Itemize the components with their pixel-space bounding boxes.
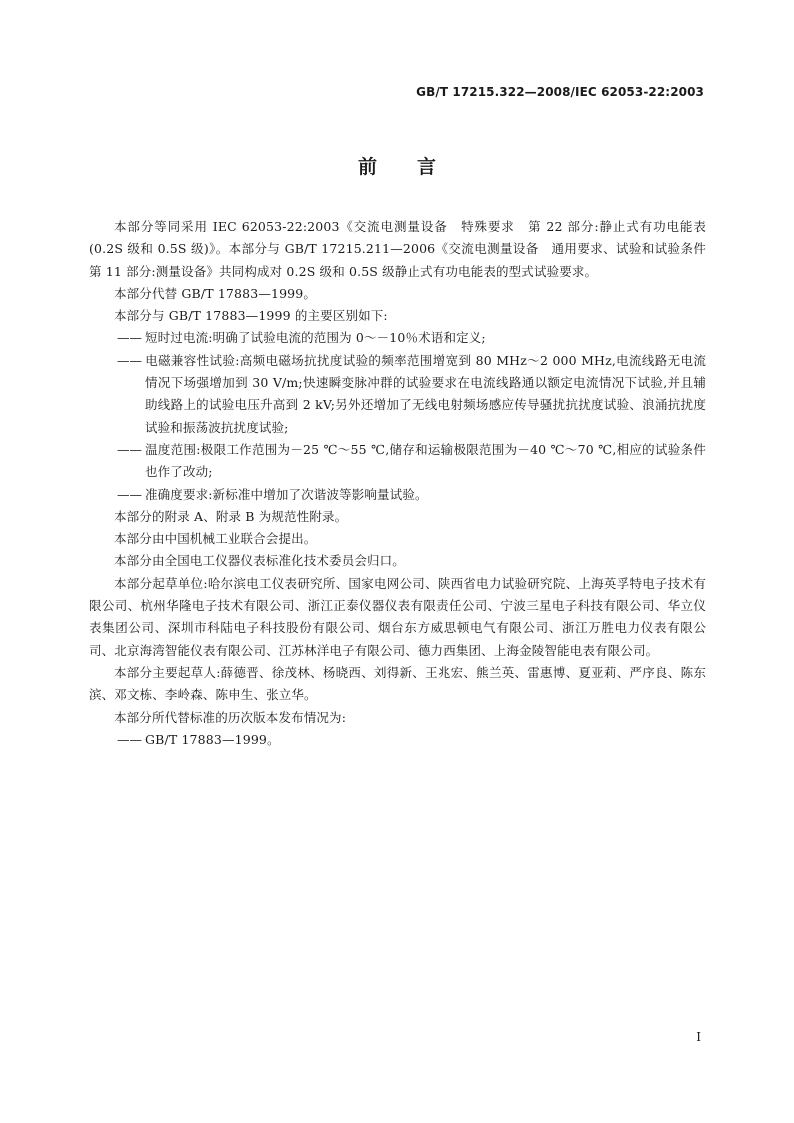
list-item-text: 短时过电流:明确了试验电流的范围为 0～－10％术语和定义; <box>145 330 486 346</box>
list-item <box>89 484 706 506</box>
paragraph-history-intro: 本部分所代替标准的历次版本发布情况为: <box>114 709 347 725</box>
list-item <box>89 350 706 439</box>
paragraph-proposed-by: 本部分由中国机械工业联合会提出。 <box>114 531 317 547</box>
paragraph-replaces: 本部分代替 GB/T 17883—1999。 <box>114 285 317 301</box>
dash-mark: —— <box>117 441 142 457</box>
list-item <box>89 729 706 751</box>
list-item <box>89 327 706 349</box>
paragraph-annex: 本部分的附录 A、附录 B 为规范性附录。 <box>114 508 348 524</box>
page-number: I <box>696 1030 701 1044</box>
list-item-text: 准确度要求:新标准中增加了次谐波等影响量试验。 <box>145 486 428 502</box>
paragraph-managed-by: 本部分由全国电工仪器仪表标准化技术委员会归口。 <box>114 553 405 569</box>
dash-mark: —— <box>117 486 142 502</box>
paragraph-drafters: 本部分主要起草人:薛德晋、徐茂林、杨晓西、刘得新、王兆宏、熊兰英、雷惠博、夏亚莉、严序良、陈东滨、邓文栋、李岭森、陈申生、张立华。 <box>89 664 706 703</box>
dash-mark: —— <box>117 330 142 346</box>
dash-mark: —— <box>117 731 142 747</box>
paragraph-adoption: 本部分等同采用 IEC 62053-22:2003《交流电测量设备 特殊要求 第 22 部分:静止式有功电能表(0.2S 级和 0.5S 级)》。本部分与 GB/T 17215.211—2006《交流电测量设备 通用要求、试验和试验条件 第 11 部分:测量设备》共同构成对 0.2S 级和 0.5S 级静止式有功电能表的型式试验要求。 <box>89 219 719 279</box>
list-item-text: 电磁兼容性试验:高频电磁场抗扰度试验的频率范围增宽到 80 MHz～2 000 MHz,电流线路无电流情况下场强增加到 30 V/m;快速瞬变脉冲群的试验要求在电流线路通以额定电流情况下试验,并且辅助线路上的试验电压升高到 2 kV;另外还增加了无线电射频场感应传导骚扰抗扰度试验、浪涌抗扰度试验和振荡波抗扰度试验; <box>145 352 706 435</box>
standard-number: GB/T 17215.322—2008/IEC 62053-22:2003 <box>416 85 704 99</box>
list-item-text: 温度范围:极限工作范围为－25 ℃～55 ℃,储存和运输极限范围为－40 ℃～70 ℃,相应的试验条件也作了改动; <box>145 441 706 480</box>
list-item-text: GB/T 17883—1999。 <box>145 731 280 747</box>
list-item <box>89 439 706 484</box>
paragraph-drafting-units: 本部分起草单位:哈尔滨电工仪表研究所、国家电网公司、陕西省电力试验研究院、上海英孚特电子技术有限公司、杭州华隆电子技术有限公司、浙江正泰仪器仪表有限责任公司、宁波三星电子科技有限公司、华立仪表集团公司、深圳市科陆电子科技股份有限公司、烟台东方威思顿电气有限公司、浙江万胜电力仪表有限公司、北京海湾智能仪表有限公司、江苏林洋电子有限公司、德力西集团、上海金陵智能电表有限公司。 <box>89 575 706 658</box>
document-body <box>89 216 719 751</box>
paragraph-differences-intro: 本部分与 GB/T 17883—1999 的主要区别如下: <box>114 308 388 324</box>
dash-mark: —— <box>117 352 142 368</box>
page-title: 前言 <box>357 156 476 178</box>
